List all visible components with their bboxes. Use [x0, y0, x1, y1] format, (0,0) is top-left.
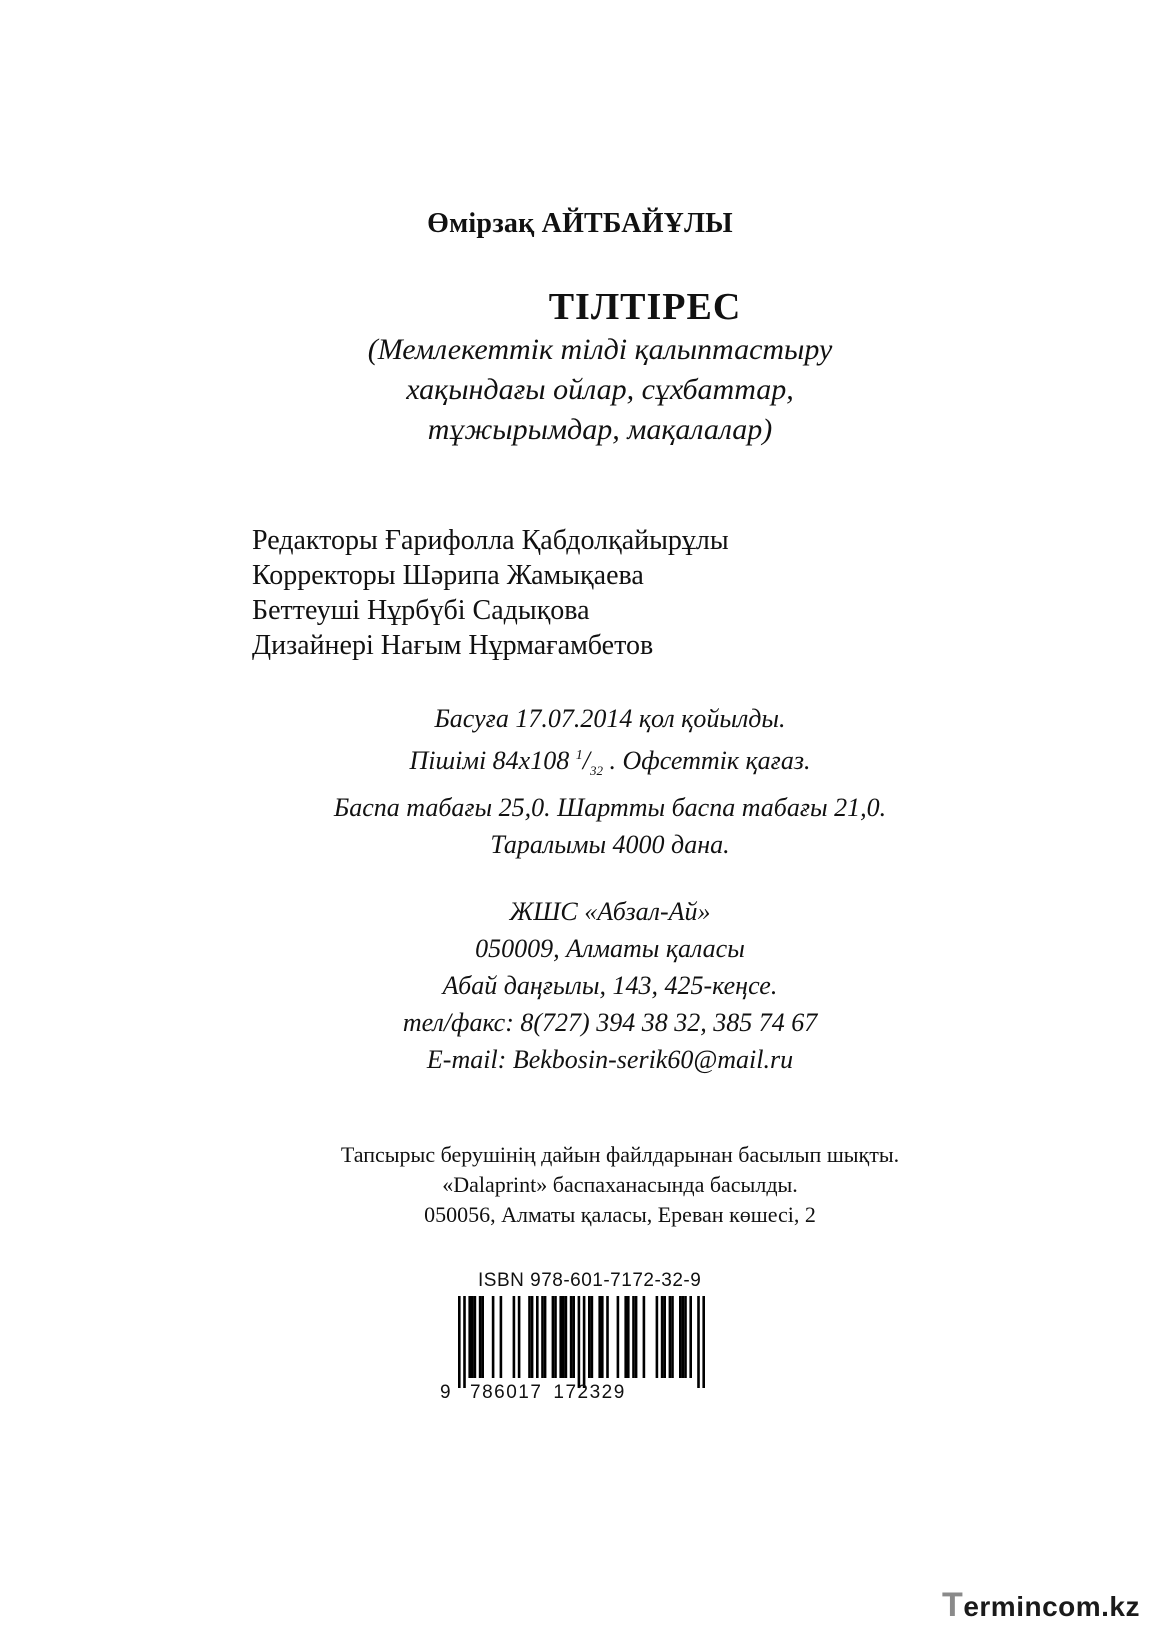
credit-layout: Беттеуші Нұрбүбі Садықова: [252, 595, 590, 626]
publisher-name: ЖШС «Абзал-Ай»: [509, 897, 711, 926]
barcode-lead-digit: 9: [440, 1382, 453, 1403]
publisher-city: 050009, Алматы қаласы: [475, 934, 745, 963]
barcode-bar: [474, 1296, 477, 1378]
publisher-email: E-mail: Bekbosin-serik60@mail.ru: [426, 1045, 794, 1074]
subtitle-line: тұжырымдар, мақалалар): [427, 413, 773, 446]
barcode-bar: [570, 1296, 573, 1378]
barcode-bar: [513, 1296, 516, 1378]
print-info-block: [300, 700, 920, 863]
barcode-bar: [541, 1296, 544, 1378]
signed-date-line: Басуға 17.07.2014 қол қойылды.: [434, 704, 786, 733]
credit-proofreader: Корректоры Шәрипа Жамықаева: [252, 560, 644, 591]
barcode-bar: [624, 1296, 627, 1378]
barcode-bar: [559, 1296, 562, 1378]
barcode-bars: [458, 1296, 728, 1388]
subtitle-line: хақындағы ойлар, сұхбаттар,: [406, 373, 794, 406]
barcode-bar: [536, 1296, 539, 1378]
barcode-bar: [656, 1296, 659, 1378]
watermark-text: ermincom.kz: [963, 1591, 1140, 1622]
barcode-bar: [481, 1296, 484, 1378]
barcode-bar: [663, 1296, 666, 1378]
barcode-bar: [702, 1296, 705, 1388]
sheets-line: Баспа табағы 25,0. Шартты баспа табағы 21,0.: [333, 793, 887, 822]
barcode-bar: [606, 1296, 609, 1378]
barcode-bar: [591, 1296, 594, 1378]
barcode-bar: [617, 1296, 620, 1378]
format-fraction: $^1/_{32}$: [575, 746, 603, 778]
author-name: Өмірзақ АЙТБАЙҰЛЫ: [427, 208, 733, 239]
publisher-address: Абай даңғылы, 143, 425-кеңсе.: [442, 971, 778, 1000]
barcode-right-digits: 172329: [553, 1382, 626, 1403]
barcode-bar: [528, 1296, 531, 1378]
barcode-bar: [643, 1296, 646, 1378]
publisher-block: [330, 893, 890, 1078]
barcode-bar: [572, 1296, 575, 1378]
barcode-bar: [588, 1296, 591, 1378]
credits-block: [252, 523, 729, 663]
fraction-denominator: 32: [589, 763, 603, 778]
barcode-bar: [552, 1296, 555, 1378]
printer-line: Тапсырыс берушінің дайын файлдарынан басылып шықты.: [340, 1142, 900, 1167]
barcode-bar: [554, 1296, 557, 1378]
watermark-t: T: [942, 1586, 964, 1624]
barcode-bar: [531, 1296, 534, 1378]
isbn-barcode: [440, 1270, 760, 1410]
barcode-bar: [471, 1296, 474, 1378]
barcode-bar: [697, 1296, 700, 1388]
fraction-numerator: 1: [575, 748, 583, 763]
credit-designer: Дизайнері Нағым Нұрмағамбетов: [252, 630, 654, 661]
site-watermark-logo: [942, 1586, 1140, 1625]
barcode-bar: [635, 1296, 638, 1378]
barcode-bar: [458, 1296, 461, 1388]
publisher-phone: тел/факс: 8(727) 394 38 32, 385 74 67: [402, 1008, 818, 1037]
barcode-bar: [671, 1296, 674, 1378]
barcode-bar: [468, 1296, 471, 1378]
barcode-bar: [544, 1296, 547, 1378]
isbn-number: ISBN 978-601-7172-32-9: [478, 1270, 702, 1291]
barcode-bar: [518, 1296, 521, 1378]
barcode-bar: [463, 1296, 466, 1388]
barcode-bar: [684, 1296, 687, 1378]
printer-line: «Dalaprint» баспаханасында басылды.: [442, 1172, 798, 1197]
format-line: [300, 737, 920, 789]
printer-block: [280, 1140, 960, 1230]
barcode-bar: [565, 1296, 568, 1378]
barcode-bar: [679, 1296, 682, 1378]
barcode-bar: [500, 1296, 503, 1378]
barcode-bar: [492, 1296, 495, 1378]
printer-line: 050056, Алматы қаласы, Ереван көшесі, 2: [424, 1202, 816, 1227]
barcode-left-digits: 786017: [470, 1382, 543, 1403]
barcode-bar: [632, 1296, 635, 1378]
book-title: ТІЛТІРЕС: [548, 286, 742, 328]
barcode-bar: [598, 1296, 601, 1378]
barcode-bar: [689, 1296, 692, 1378]
barcode-bar: [669, 1296, 672, 1378]
format-prefix: Пішімі 84х108: [409, 746, 576, 775]
subtitle-line: (Мемлекеттік тілді қалыптастыру: [367, 333, 833, 366]
barcode-bar: [479, 1296, 482, 1378]
circulation-line: Таралымы 4000 дана.: [490, 830, 730, 859]
book-subtitle: [300, 330, 900, 450]
barcode-bar: [682, 1296, 685, 1378]
format-suffix: . Офсеттік қағаз.: [602, 746, 811, 775]
barcode-bar: [583, 1296, 586, 1388]
barcode-bar: [627, 1296, 630, 1378]
barcode-bar: [578, 1296, 581, 1388]
barcode-bar: [601, 1296, 604, 1378]
barcode-bar: [661, 1296, 664, 1378]
credit-editor: Редакторы Ғарифолла Қабдолқайырұлы: [252, 525, 729, 556]
barcode-bar: [562, 1296, 565, 1378]
barcode-digits: [440, 1382, 740, 1404]
